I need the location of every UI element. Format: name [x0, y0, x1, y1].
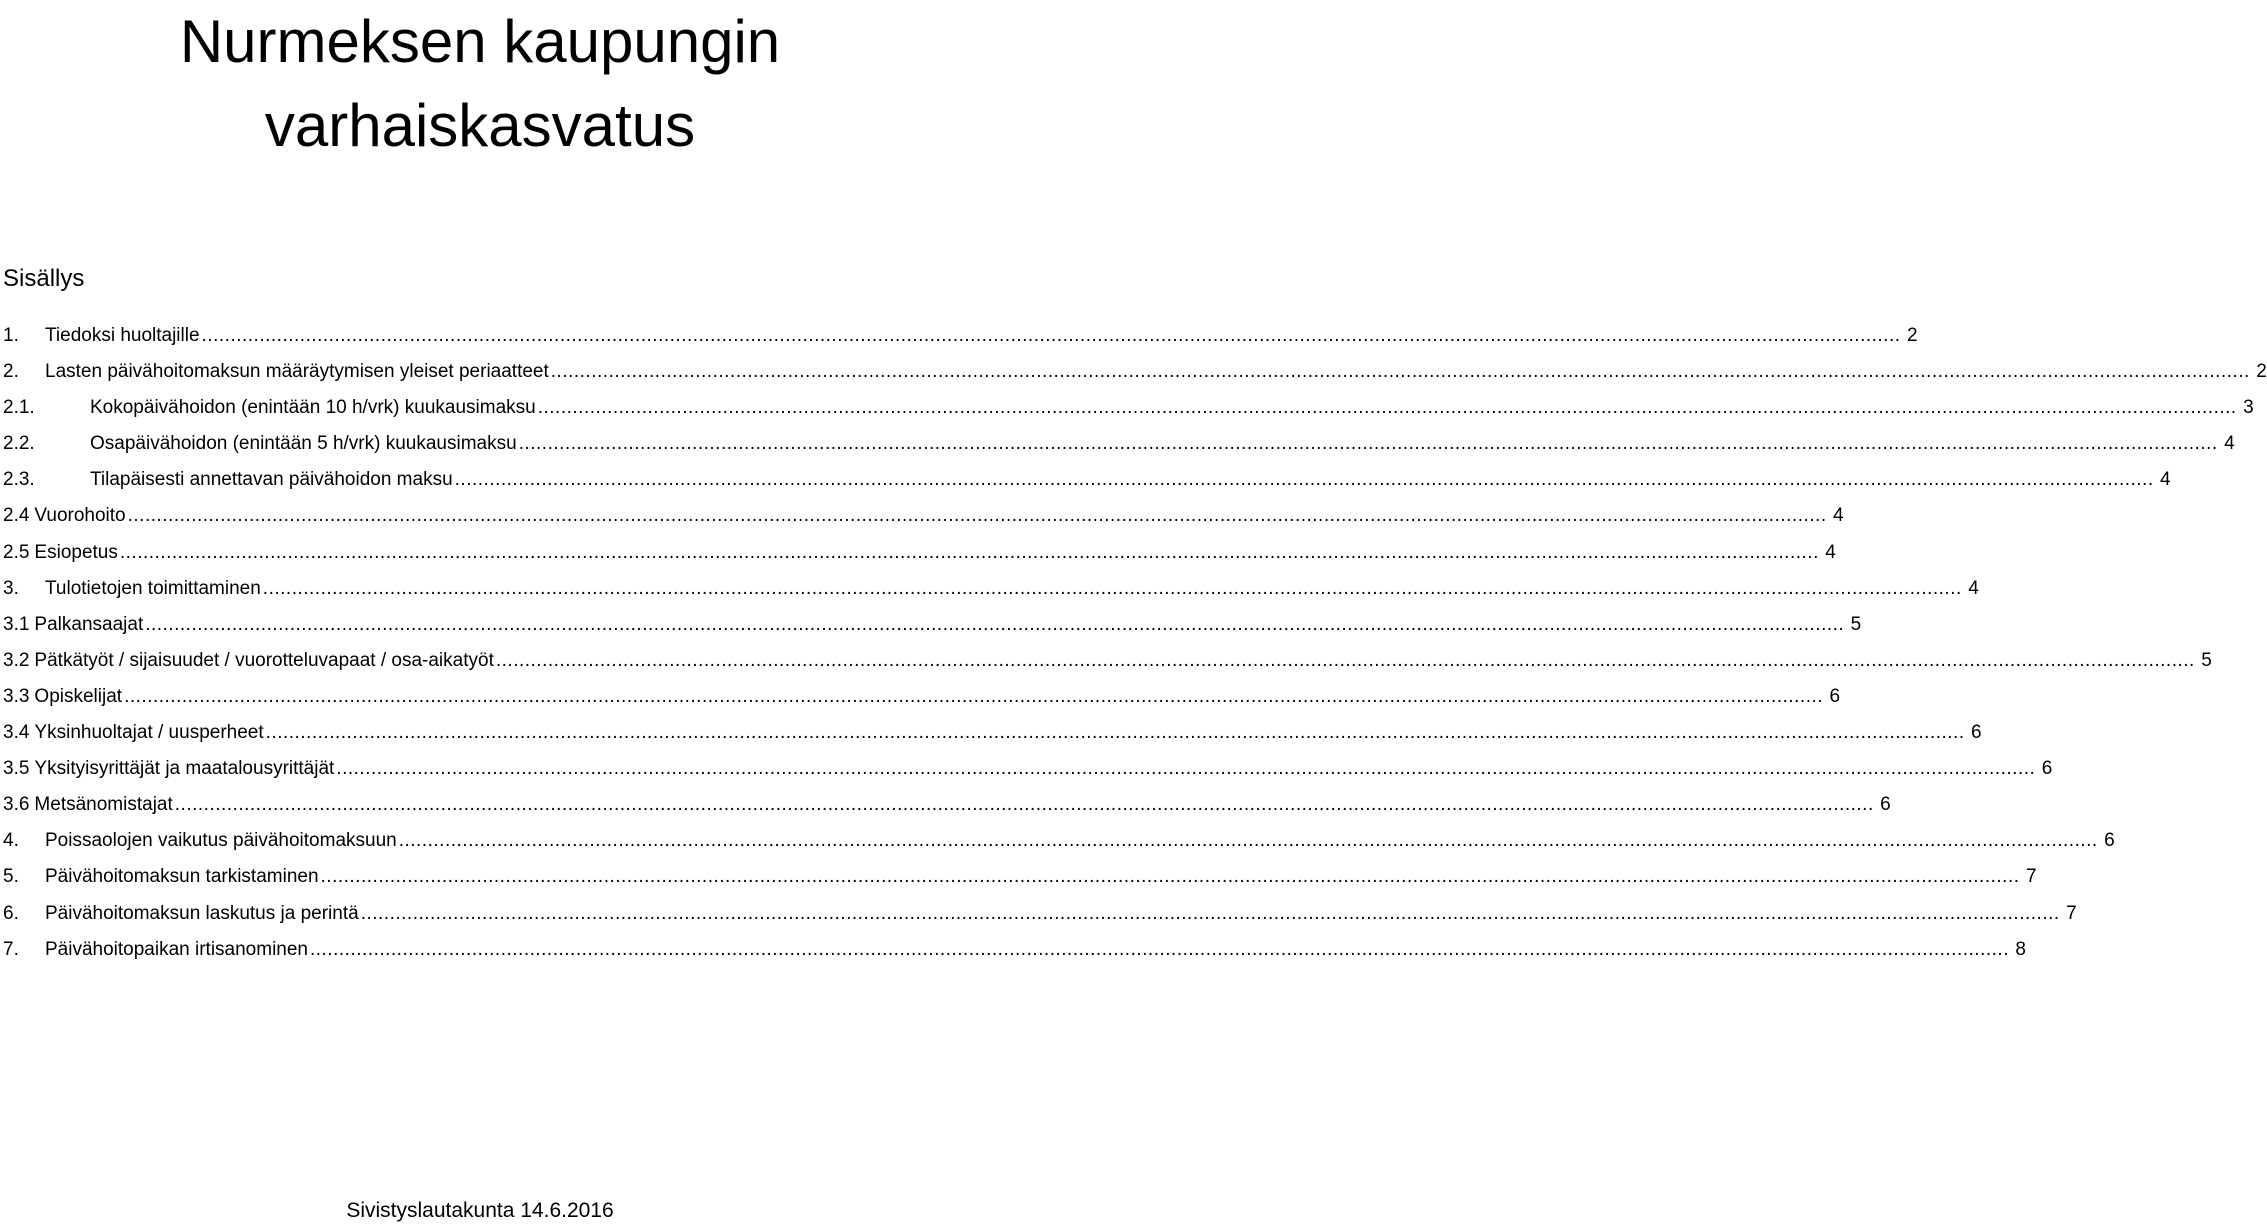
toc-dot-leader: [336, 755, 2035, 783]
toc-dot-leader: [124, 683, 1823, 711]
toc-dot-leader: [263, 575, 1962, 603]
toc-entry-number: 3.5: [3, 758, 30, 780]
toc-entry[interactable]: [3, 394, 2254, 430]
toc-entry-title: Yksityisyrittäjät ja maatalousyrittäjät: [34, 758, 335, 780]
toc-dot-leader: [321, 863, 2020, 891]
toc-entry-title: Tulotietojen toimittaminen: [45, 577, 261, 599]
toc-entry-title: Kokopäivähoidon (enintään 10 h/vrk) kuukausimaksu: [90, 397, 536, 419]
toc-entry-title: Päivähoitomaksun tarkistaminen: [45, 866, 319, 888]
toc-entry-number: 2.3.: [3, 469, 35, 491]
toc-dot-leader: [120, 539, 1819, 567]
toc-entry[interactable]: [3, 322, 1918, 358]
toc-entry-number: 3.4: [3, 722, 30, 744]
toc-entry-title: Päivähoitomaksun laskutus ja perintä: [45, 902, 359, 924]
toc-entry-page-number: 2: [1906, 325, 1918, 346]
toc-entry[interactable]: [3, 791, 1891, 827]
toc-entry-page-number: 7: [2066, 902, 2077, 924]
table-of-contents: [3, 322, 2267, 972]
toc-entry-title: Tilapäisesti annettavan päivähoidon maksu: [90, 469, 453, 491]
toc-entry-page-number: 6: [1971, 722, 1982, 744]
toc-entry-page-number: 4: [2224, 433, 2235, 455]
toc-entry-page-number: 6: [1880, 794, 1891, 816]
toc-entry[interactable]: [3, 358, 2267, 394]
toc-entry[interactable]: [3, 863, 2037, 899]
footer-text: Sivistyslautakunta 14.6.2016: [346, 1199, 614, 1222]
toc-entry-title: Vuorohoito: [34, 505, 126, 527]
toc-dot-leader: [310, 936, 2009, 964]
toc-entry-number: 5.: [3, 866, 19, 888]
toc-entry-page-number: 8: [2015, 938, 2026, 960]
toc-entry-number: 2.5: [3, 541, 30, 563]
toc-entry-number: 2.4: [3, 505, 30, 527]
toc-dot-leader: [551, 358, 2250, 386]
toc-entry-number: 7.: [3, 938, 19, 960]
toc-entry-title: Päivähoitopaikan irtisanominen: [45, 938, 308, 960]
toc-entry-title: Opiskelijat: [34, 685, 123, 707]
toc-entry-title: Lasten päivähoitomaksun määräytymisen yleiset periaatteet: [45, 361, 549, 383]
toc-entry[interactable]: [3, 755, 2053, 791]
toc-entry-number: 3.1: [3, 613, 30, 635]
toc-dot-leader: [496, 647, 2195, 675]
toc-dot-leader: [128, 502, 1827, 530]
toc-entry-number: 4.: [3, 830, 19, 852]
toc-entry[interactable]: [3, 466, 2171, 502]
toc-entry-page-number: 4: [1825, 541, 1836, 563]
toc-entry-page-number: 5: [1850, 613, 1862, 635]
toc-entry[interactable]: [3, 683, 1841, 719]
toc-dot-leader: [202, 322, 1901, 350]
toc-entry-page-number: 6: [2104, 830, 2115, 852]
toc-entry-number: 3.3: [3, 685, 30, 707]
toc-entry[interactable]: [3, 936, 2026, 972]
toc-entry-number: 2.1.: [3, 397, 35, 419]
toc-entry-page-number: 5: [2201, 649, 2212, 671]
toc-entry[interactable]: [3, 430, 2235, 466]
toc-entry[interactable]: [3, 647, 2212, 683]
toc-entry-number: 2.2.: [3, 433, 35, 455]
toc-entry[interactable]: [3, 611, 1862, 647]
toc-entry-title: Pätkätyöt / sijaisuudet / vuorotteluvapaat / osa-aikatyöt: [34, 649, 494, 671]
toc-entry-number: 2.: [3, 361, 19, 383]
toc-heading: Sisällys: [3, 265, 85, 292]
toc-entry-page-number: 3: [2243, 397, 2254, 419]
toc-entry-title: Palkansaajat: [34, 613, 144, 635]
document-title-line-2: varhaiskasvatus: [264, 92, 696, 159]
toc-dot-leader: [145, 611, 1844, 639]
toc-dot-leader: [266, 719, 1965, 747]
toc-dot-leader: [175, 791, 1874, 819]
toc-entry-page-number: 7: [2025, 866, 2037, 888]
toc-dot-leader: [519, 430, 2218, 458]
toc-entry-number: 3.6: [3, 794, 30, 816]
toc-entry-title: Metsänomistajat: [34, 794, 173, 816]
toc-entry[interactable]: [3, 719, 1982, 755]
toc-entry[interactable]: [3, 539, 1836, 575]
toc-entry-page-number: 4: [2160, 469, 2171, 491]
toc-entry-title: Tiedoksi huoltajille: [45, 325, 200, 346]
toc-entry-title: Yksinhuoltajat / uusperheet: [34, 722, 264, 744]
toc-entry[interactable]: [3, 575, 1979, 611]
toc-entry[interactable]: [3, 502, 1844, 538]
toc-entry-page-number: 6: [1829, 685, 1841, 707]
toc-entry-title: Esiopetus: [34, 541, 118, 563]
toc-entry-number: 3.: [3, 577, 19, 599]
toc-entry-number: 1.: [3, 325, 19, 346]
toc-dot-leader: [538, 394, 2237, 422]
toc-entry-title: Poissaolojen vaikutus päivähoitomaksuun: [45, 830, 397, 852]
toc-entry[interactable]: [3, 827, 2115, 863]
toc-entry-page-number: 2: [2256, 361, 2267, 383]
toc-dot-leader: [455, 466, 2154, 494]
toc-entry-number: 6.: [3, 902, 19, 924]
document-title-line-1: Nurmeksen kaupungin: [179, 8, 781, 75]
document-title: [0, 0, 960, 168]
toc-entry-title: Osapäivähoidon (enintään 5 h/vrk) kuukausimaksu: [90, 433, 517, 455]
toc-entry-page-number: 4: [1833, 505, 1844, 527]
toc-entry-page-number: 4: [1968, 577, 1979, 599]
toc-entry-page-number: 6: [2041, 758, 2053, 780]
toc-entry-number: 3.2: [3, 649, 30, 671]
toc-dot-leader: [399, 827, 2098, 855]
toc-entry[interactable]: [3, 900, 2077, 936]
toc-dot-leader: [361, 900, 2060, 928]
